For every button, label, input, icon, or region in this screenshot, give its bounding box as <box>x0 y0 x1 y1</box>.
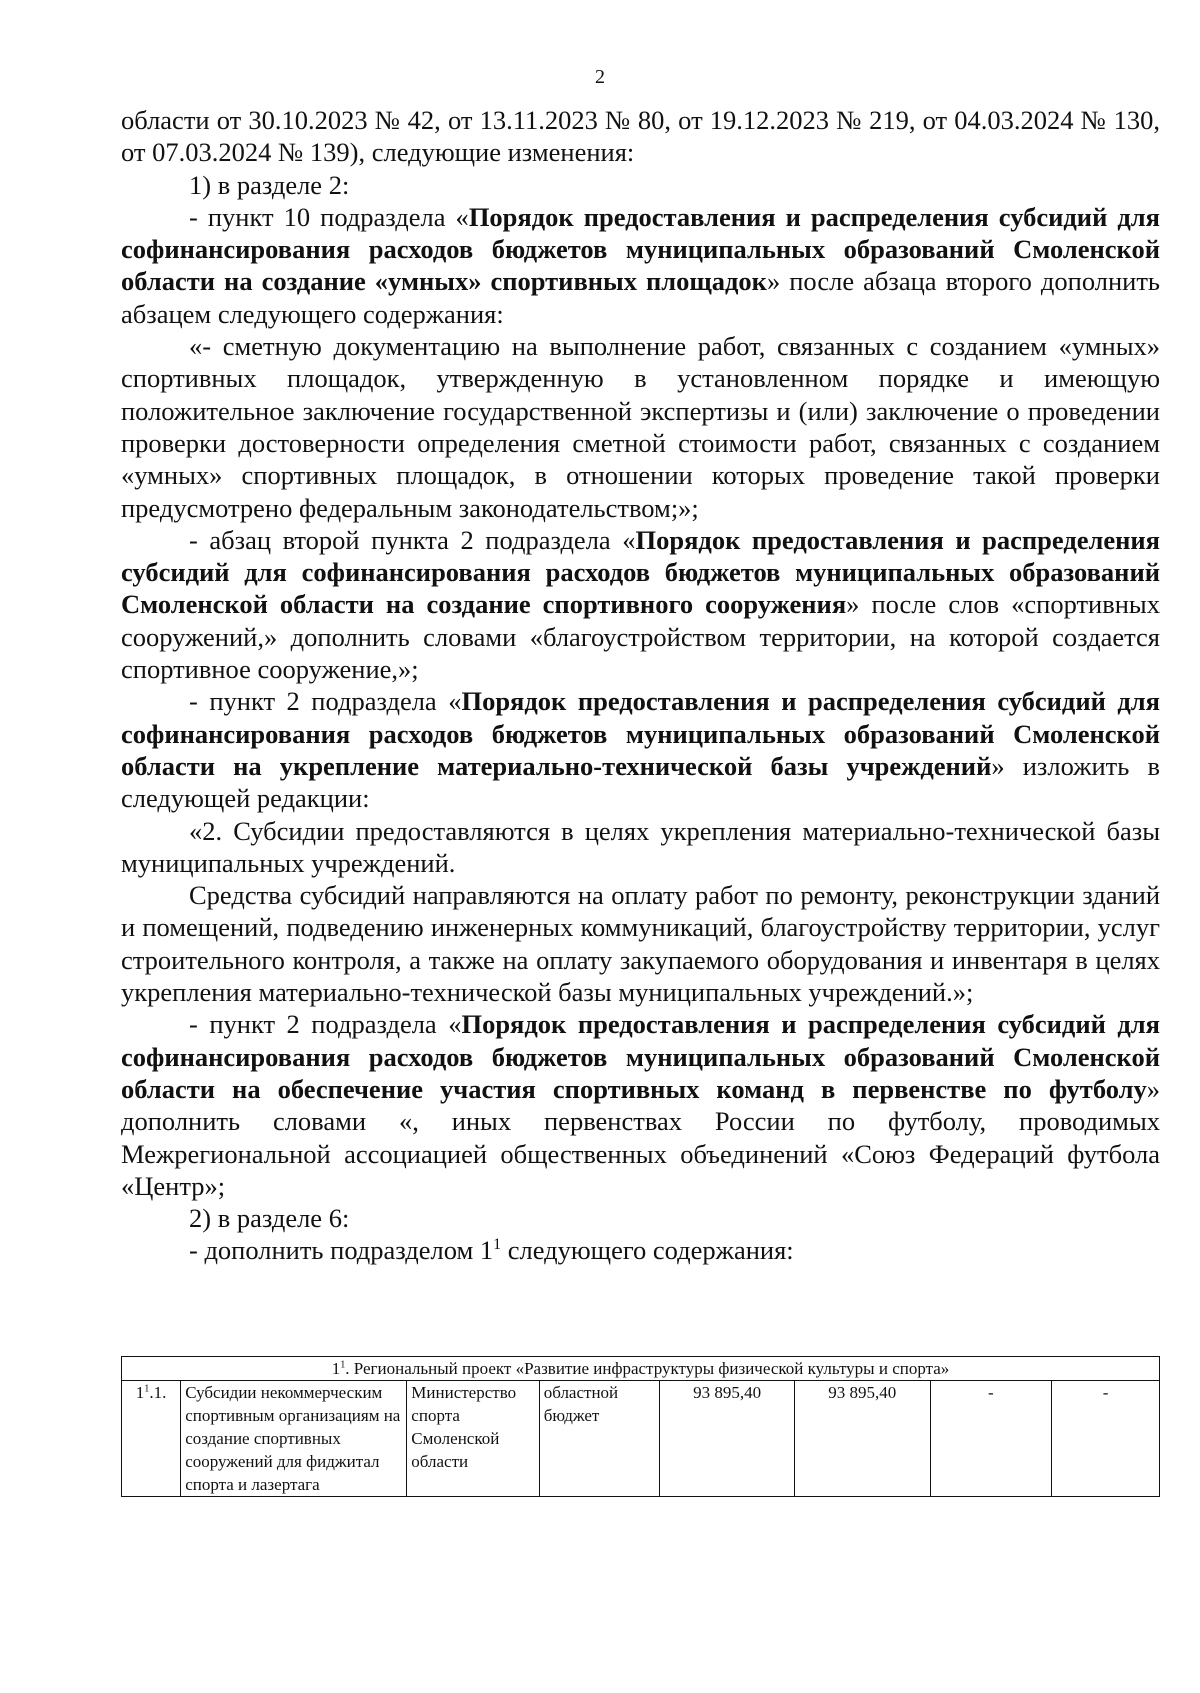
text-before: - пункт 2 подраздела « <box>189 1009 462 1040</box>
text-before: - абзац второй пункта 2 подраздела « <box>189 524 636 555</box>
subsection-title: Порядок предоставления и распределения субсидий для софинансирования расходов бюджетов муниципальных образований Смоленской области на создание спортивного сооружения <box>121 524 1160 620</box>
row-source: областной бюджет <box>539 1381 660 1497</box>
subsection-title: Порядок предоставления и распределения субсидий для софинансирования расходов бюджетов муниципальных образований Смоленской области на создание «умных» спортивных площадок <box>121 201 1160 297</box>
paragraph-estimate-docs: «- сметную документацию на выполнение работ, связанных с созданием «умных» спортивных площадок, утвержденную в установленном порядке и имеющую положительное заключение государственной экспертизы и (или) заключение о проведении проверки достоверности определения сметной стоимости работ, связанных с созданием «умных» спортивных площадок, в отношении которых проведение такой проверки предусмотрено федеральным законодательством;»; <box>121 331 1160 523</box>
row-value-3: - <box>930 1381 1052 1497</box>
table-section-heading: $1^1$. Региональный проект «Развитие инфраструктуры физической культуры и спорта» <box>122 1357 1160 1381</box>
paragraph-subsidy-funds: Средства субсидий направляются на оплату работ по ремонту, реконструкции зданий и помещений, подведению инженерных коммуникаций, благоустройству территории, услуг строительного контроля, а также на оплату закупаемого оборудования и инвентаря в целях укрепления материально-технической базы муниципальных учреждений.»; <box>121 880 1160 1008</box>
row-value-2: 93 895,40 <box>794 1381 930 1497</box>
paragraph-sports-facility-amendment <box>121 524 1160 685</box>
row-executor: Министерство спорта Смоленской области <box>407 1381 539 1497</box>
paragraph-subsidy-purpose: «2. Субсидии предоставляются в целях укрепления материально-технической базы муниципальных учреждений. <box>121 815 1160 878</box>
subsection-title: Порядок предоставления и распределения субсидий для софинансирования расходов бюджетов муниципальных образований Смоленской области на укрепление материально-технической базы учреждений <box>121 686 1160 781</box>
paragraph-add-subsection: - дополнить подразделом $1^1$ следующего содержания: <box>189 1235 794 1266</box>
subsection-table <box>121 1356 1160 1497</box>
paragraph-football-amendment <box>121 1008 1160 1202</box>
table-row <box>122 1381 1160 1497</box>
table-section-heading-row <box>122 1357 1160 1381</box>
paragraph-item-10-amendment <box>121 201 1160 330</box>
subsection-title: Порядок предоставления и распределения субсидий для софинансирования расходов бюджетов муниципальных образований Смоленской области на обеспечение участия спортивных команд в первенстве по футболу <box>121 1009 1160 1104</box>
row-value-4: - <box>1052 1381 1160 1497</box>
text-after: » после слов «спортивных сооружений,» дополнить словами «благоустройством территории, на которой создается спортивное сооружение,»; <box>121 589 1160 685</box>
document-body <box>121 104 1160 1267</box>
text-before: - пункт 2 подраздела « <box>189 686 462 717</box>
text-after: » после абзаца второго дополнить абзацем следующего содержания: <box>121 266 1160 329</box>
paragraph-section-2: 1) в разделе 2: <box>189 169 350 200</box>
row-value-1: 93 895,40 <box>660 1381 795 1497</box>
text-before: - пункт 10 подраздела « <box>189 201 469 232</box>
text-after: » изложить в следующей редакции: <box>121 750 1160 814</box>
paragraph-material-base-amendment <box>121 685 1160 814</box>
paragraph-intro: области от 30.10.2023 № 42, от 13.11.2023 № 80, от 19.12.2023 № 219, от 04.03.2024 № 130, от 07.03.2024 № 139), следующие изменения: <box>121 105 1160 168</box>
paragraph-section-6: 2) в разделе 6: <box>189 1203 350 1234</box>
text-after: » дополнить словами «, иных первенствах России по футболу, проводимых Межрегиональной ассоциацией общественных объединений «Союз Федераций футбола «Центр»; <box>121 1073 1160 1201</box>
row-name: Субсидии некоммерческим спортивным организациям на создание спортивных сооружений для фиджитал спорта и лазертага <box>181 1381 407 1497</box>
page-number: 2 <box>595 66 605 88</box>
row-number: $1^1.1$. <box>122 1381 181 1497</box>
